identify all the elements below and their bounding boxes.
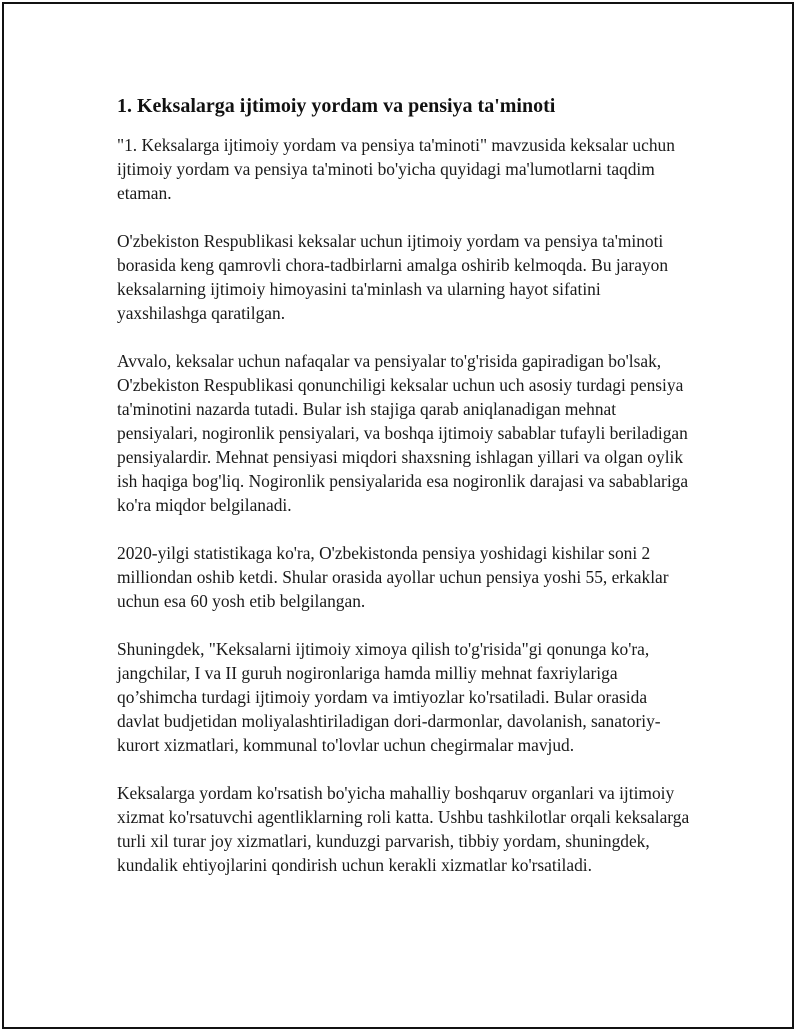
document-heading: 1. Keksalarga ijtimoiy yordam va pensiya ta'minoti [117, 95, 556, 117]
paragraph-pension-types: Avvalo, keksalar uchun nafaqalar va pensiyalar to'g'risida gapiradigan bo'lsak, O'zbekiston Respublikasi qonunchiligi keksalar uchun uch asosiy turdagi pensiya ta'minotini nazarda tutadi. Bular ish stajiga qarab aniqlanadigan mehnat pensiyalari, nogironlik pensiyalari, va boshqa ijtimoiy sabablar tufayli beriladigan pensiyalardir. Mehnat pensiyasi miqdori shaxsning ishlagan yillari va olgan oylik ish haqiga bog'liq. Nogironlik pensiyalarida esa nogironlik darajasi va sabablariga ko'ra miqdor belgilanadi. [117, 351, 689, 515]
paragraph-intro: "1. Keksalarga ijtimoiy yordam va pensiya ta'minoti" mavzusida keksalar uchun ijtimoiy yordam va pensiya ta'minoti bo'yicha quyidagi ma'lumotlarni taqdim etaman. [117, 135, 675, 203]
paragraph-overview: O'zbekiston Respublikasi keksalar uchun ijtimoiy yordam va pensiya ta'minoti borasida keng qamrovli chora-tadbirlarni amalga oshirib kelmoqda. Bu jarayon keksalarning ijtimoiy himoyasini ta'minlash va ularning hayot sifatini yaxshilashga qaratilgan. [117, 231, 669, 323]
paragraph-local-services: Keksalarga yordam ko'rsatish bo'yicha mahalliy boshqaruv organlari va ijtimoiy xizmat ko'rsatuvchi agentliklarning roli katta. Ushbu tashkilotlar orqali keksalarga turli xil turar joy xizmatlari, kunduzgi parvarish, tibbiy yordam, shuningdek, kundalik ehtiyojlarini qondirish uchun kerakli xizmatlar ko'rsatiladi. [117, 783, 690, 875]
paragraph-benefits: Shuningdek, "Keksalarni ijtimoiy ximoya qilish to'g'risida"gi qonunga ko'ra, jangchilar, I va II guruh nogironlariga hamda milliy mehnat faxriylariga qo’shimcha turdagi ijtimoiy yordam va imtiyozlar ko'rsatiladi. Bular orasida davlat budjetidan moliyalashtiriladigan dori-darmonlar, davolanish, sanatoriy-kurort xizmatlari, kommunal to'lovlar uchun chegirmalar mavjud. [117, 639, 661, 755]
paragraph-statistics: 2020-yilgi statistikaga ko'ra, O'zbekistonda pensiya yoshidagi kishilar soni 2 milliondan oshib ketdi. Shular orasida ayollar uchun pensiya yoshi 55, erkaklar uchun esa 60 yosh etib belgilangan. [117, 543, 669, 611]
document-body [117, 93, 692, 901]
